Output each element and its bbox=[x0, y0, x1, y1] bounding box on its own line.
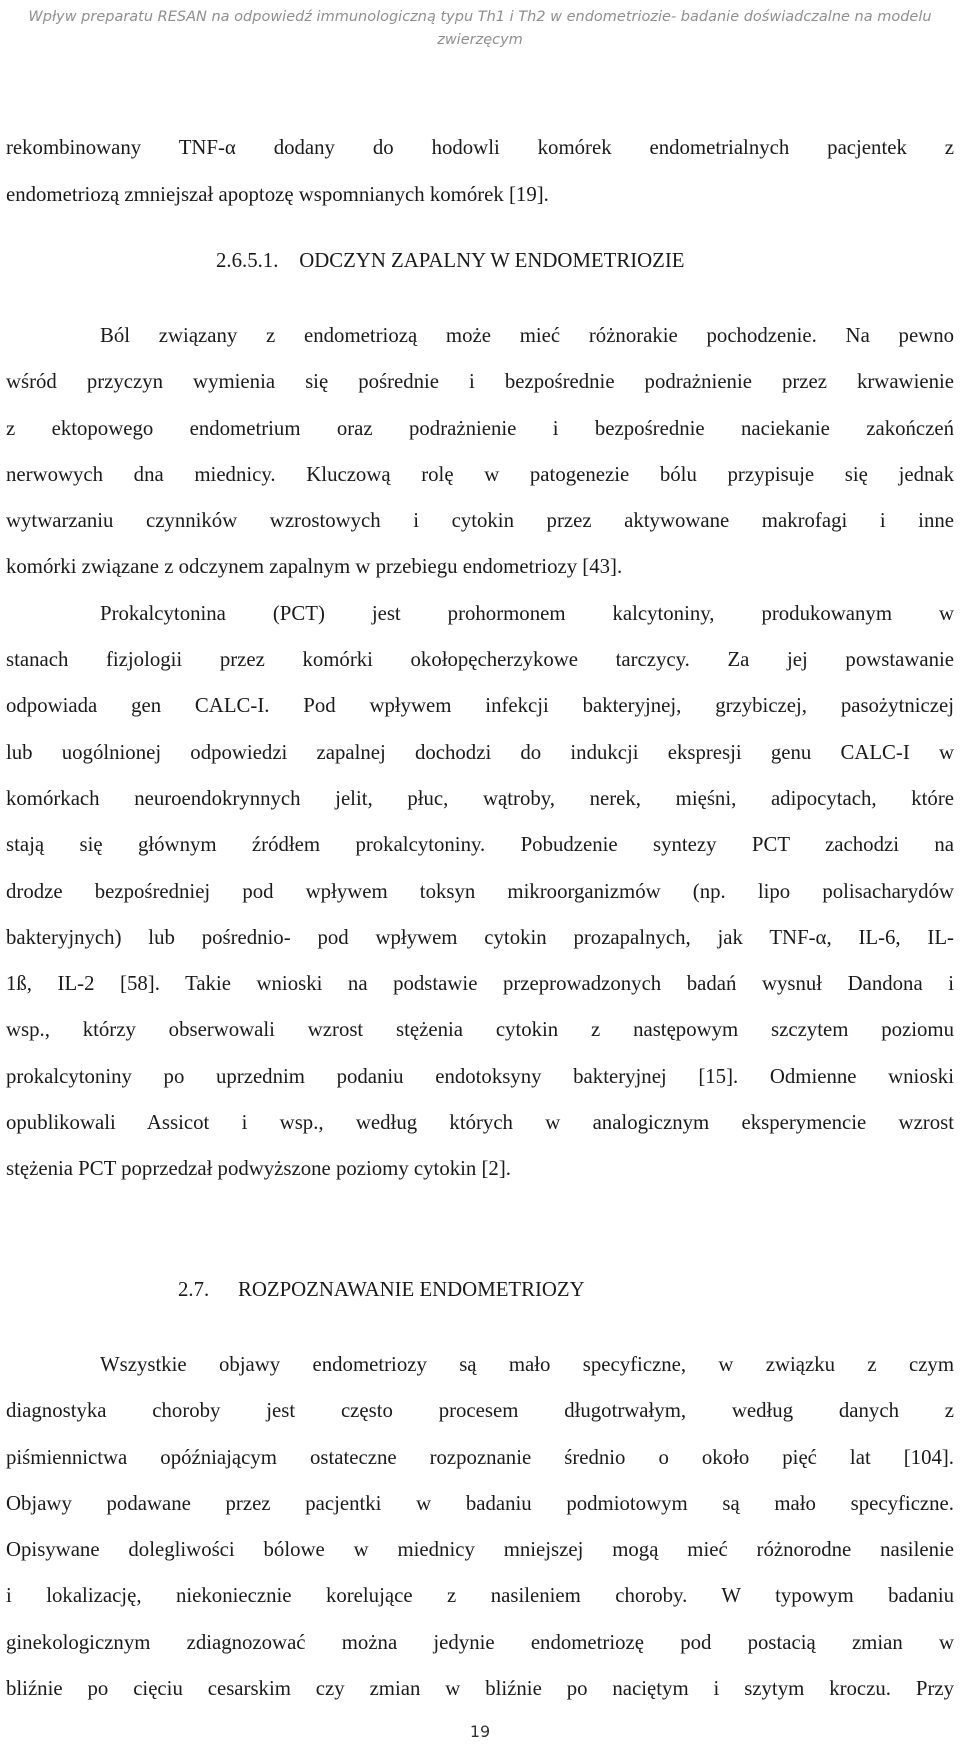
text-line: diagnostyka choroby jest często procesem długotrwałym, według danych z bbox=[6, 1399, 954, 1423]
running-header-line-2: zwierzęcym bbox=[437, 32, 523, 48]
text-line: Wszystkie objawy endometriozy są mało specyficzne, w związku z czym bbox=[100, 1353, 954, 1376]
section-number: 2.6.5.1. bbox=[216, 249, 279, 272]
text-line: wsp., którzy obserwowali wzrost stężenia cytokin z następowym szczytem poziomu bbox=[6, 1018, 954, 1042]
text-line: stężenia PCT poprzedzał podwyższone poziomy cytokin [2]. bbox=[6, 1157, 511, 1181]
text-line: komórkach neuroendokrynnych jelit, płuc, wątroby, nerek, mięśni, adipocytach, które bbox=[6, 786, 954, 810]
text-line: stają się głównym źródłem prokalcytoniny. Pobudzenie syntezy PCT zachodzi na bbox=[6, 833, 954, 857]
text-line: opublikowali Assicot i wsp., według których w analogicznym eksperymencie wzrost bbox=[6, 1111, 954, 1135]
text-line: drodze bezpośredniej pod wpływem toksyn mikroorganizmów (np. lipo polisacharydów bbox=[6, 879, 954, 903]
section-title: ROZPOZNAWANIE ENDOMETRIOZY bbox=[238, 1278, 585, 1301]
paragraph-inflammation bbox=[6, 313, 954, 1193]
text-line: z ektopowego endometrium oraz podrażnienie i bezpośrednie naciekanie zakończeń bbox=[6, 416, 954, 440]
text-line: stanach fizjologii przez komórki okołopęcherzykowe tarczycy. Za jej powstawanie bbox=[6, 648, 954, 672]
text-line: rekombinowany TNF-α dodany do hodowli komórek endometrialnych pacjentek z bbox=[6, 136, 954, 159]
text-line: nerwowych dna miednicy. Kluczową rolę w patogenezie bólu przypisuje się jednak bbox=[6, 462, 954, 486]
section-heading-inflammation bbox=[216, 249, 685, 273]
text-line: bakteryjnych) lub pośrednio- pod wpływem cytokin prozapalnych, jak TNF-α, IL-6, IL- bbox=[6, 925, 954, 949]
text-line: prokalcytoniny po uprzednim podaniu endotoksyny bakteryjnej [15]. Odmienne wnioski bbox=[6, 1064, 954, 1088]
text-line: wśród przyczyn wymienia się pośrednie i bezpośrednie podrażnienie przez krwawienie bbox=[6, 370, 954, 394]
text-line: wytwarzaniu czynników wzrostowych i cytokin przez aktywowane makrofagi i inne bbox=[6, 509, 954, 533]
section-number: 2.7. bbox=[178, 1278, 210, 1301]
text-line: i lokalizację, niekoniecznie korelujące z nasileniem choroby. W typowym badaniu bbox=[6, 1584, 954, 1608]
running-header-line-1: Wpływ preparatu RESAN na odpowiedź immunologiczną typu Th1 i Th2 w endometriozie- badanie doświadczalne na modelu bbox=[28, 9, 932, 25]
text-line: piśmiennictwa opóźniającym ostateczne rozpoznanie średnio o około pięć lat [104]. bbox=[6, 1445, 954, 1469]
text-line: Objawy podawane przez pacjentki w badaniu podmiotowym są mało specyficzne. bbox=[6, 1491, 954, 1515]
text-line: ginekologicznym zdiagnozować można jedynie endometriozę pod postacią zmian w bbox=[6, 1630, 954, 1654]
text-line: Prokalcytonina (PCT) jest prohormonem kalcytoniny, produkowanym w bbox=[100, 601, 954, 625]
section-title: ODCZYN ZAPALNY W ENDOMETRIOZIE bbox=[299, 249, 685, 272]
section-heading-diagnosis bbox=[178, 1278, 585, 1302]
paragraph-top bbox=[6, 124, 954, 218]
paragraph-diagnosis bbox=[6, 1342, 954, 1712]
text-line: 1ß, IL-2 [58]. Takie wnioski na podstawie przeprowadzonych badań wysnuł Dandona i bbox=[6, 972, 954, 996]
text-line: Ból związany z endometriozą może mieć różnorakie pochodzenie. Na pewno bbox=[100, 324, 954, 347]
text-line: endometriozą zmniejszał apoptozę wspomnianych komórek [19]. bbox=[6, 183, 549, 206]
text-line: bliźnie po cięciu cesarskim czy zmian w bliźnie po naciętym i szytym kroczu. Przy bbox=[6, 1677, 954, 1701]
text-line: lub uogólnionej odpowiedzi zapalnej dochodzi do indukcji ekspresji genu CALC-I w bbox=[6, 740, 954, 764]
text-line: Opisywane dolegliwości bólowe w miednicy mniejszej mogą mieć różnorodne nasilenie bbox=[6, 1538, 954, 1562]
text-line: odpowiada gen CALC-I. Pod wpływem infekcji bakteryjnej, grzybiczej, pasożytniczej bbox=[6, 694, 954, 718]
running-header bbox=[0, 6, 960, 52]
text-line: komórki związane z odczynem zapalnym w przebiegu endometriozy [43]. bbox=[6, 555, 623, 579]
page-number: 19 bbox=[469, 1722, 491, 1741]
